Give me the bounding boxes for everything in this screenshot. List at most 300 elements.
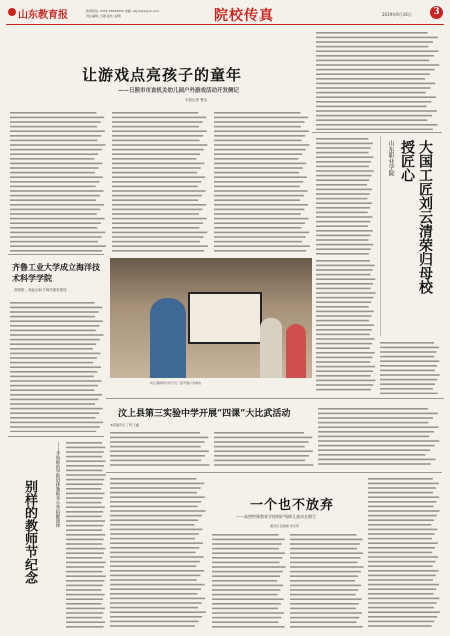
text-line <box>110 492 197 494</box>
bottom-text-col-3 <box>368 476 440 630</box>
text-line <box>368 533 435 535</box>
text-line <box>316 129 433 130</box>
text-line <box>10 190 104 192</box>
text-line <box>112 121 203 123</box>
text-line <box>66 479 104 481</box>
text-line <box>290 585 361 587</box>
text-line <box>10 121 101 123</box>
text-line <box>212 548 279 550</box>
text-line <box>290 534 357 536</box>
text-line <box>316 244 373 246</box>
text-line <box>368 538 432 540</box>
text-line <box>368 510 440 512</box>
text-line <box>10 149 102 151</box>
text-line <box>316 202 372 204</box>
text-line <box>214 236 306 238</box>
text-line <box>316 297 373 299</box>
bottom-left-text <box>110 476 206 630</box>
text-line <box>290 621 356 623</box>
text-line <box>318 422 429 424</box>
text-line <box>214 144 309 146</box>
text-line <box>318 449 430 451</box>
text-line <box>66 585 103 587</box>
text-line <box>66 566 104 568</box>
text-line <box>110 478 196 480</box>
text-line <box>214 250 306 252</box>
text-line <box>316 119 427 121</box>
text-line <box>212 566 286 568</box>
text-line <box>368 570 439 572</box>
text-line <box>368 588 436 590</box>
text-line <box>316 239 368 241</box>
left-article-text <box>10 300 104 432</box>
text-line <box>212 594 278 596</box>
text-line <box>368 616 437 618</box>
text-line <box>316 193 370 195</box>
text-line <box>66 621 105 623</box>
text-line <box>66 506 105 508</box>
text-line <box>316 315 371 317</box>
text-line <box>112 167 201 169</box>
text-line <box>66 562 106 564</box>
text-line <box>368 621 434 623</box>
text-line <box>112 213 199 215</box>
text-line <box>10 117 104 119</box>
text-line <box>10 140 98 142</box>
text-line <box>368 625 432 627</box>
text-line <box>212 589 280 591</box>
text-line <box>290 543 360 545</box>
text-lines <box>110 476 206 630</box>
text-line <box>290 617 359 619</box>
text-line <box>10 371 97 373</box>
text-line <box>112 190 206 192</box>
text-line <box>110 510 205 512</box>
text-line <box>380 360 439 362</box>
text-line <box>316 69 435 71</box>
text-line <box>318 459 435 461</box>
text-line <box>112 181 201 183</box>
photo-child-1 <box>260 318 282 378</box>
text-line <box>110 515 202 517</box>
text-line <box>316 189 372 191</box>
text-line <box>112 117 206 119</box>
text-line <box>212 608 278 610</box>
text-line <box>214 218 309 220</box>
text-line <box>290 589 358 591</box>
text-line <box>10 320 103 322</box>
text-line <box>316 389 371 391</box>
text-line <box>10 112 96 114</box>
text-line <box>10 380 102 382</box>
main-article-column-4 <box>316 136 374 256</box>
text-line <box>66 529 102 531</box>
text-line <box>112 186 198 188</box>
text-line <box>112 199 198 201</box>
text-line <box>10 353 100 355</box>
text-line <box>318 431 434 433</box>
text-line <box>316 274 370 276</box>
text-line <box>212 612 284 614</box>
text-line <box>66 617 102 619</box>
text-line <box>110 524 194 526</box>
mid-article-text-2 <box>214 430 314 468</box>
text-line <box>316 288 371 290</box>
text-line <box>112 153 200 155</box>
text-line <box>316 179 369 181</box>
text-line <box>110 483 204 485</box>
text-line <box>110 542 203 544</box>
text-line <box>316 115 432 117</box>
text-line <box>214 222 305 224</box>
text-lines <box>10 300 104 432</box>
text-line <box>368 542 438 544</box>
text-line <box>112 222 203 224</box>
text-line <box>66 534 105 536</box>
text-line <box>316 361 370 363</box>
main-headline: 让游戏点亮孩子的童年 <box>82 66 243 84</box>
text-line <box>66 612 103 614</box>
text-line <box>316 46 428 48</box>
text-line <box>110 519 198 521</box>
left-vertical-subhead: ——齐鲁师范学院退休教师李小华捐献遗体 <box>55 442 60 528</box>
text-line <box>10 227 97 229</box>
text-line <box>368 602 437 604</box>
text-line <box>110 460 201 462</box>
text-line <box>66 552 104 554</box>
text-line <box>368 524 431 526</box>
text-line <box>290 612 362 614</box>
text-line <box>212 603 281 605</box>
text-line <box>212 534 279 536</box>
text-line <box>318 436 429 438</box>
text-line <box>10 343 96 345</box>
text-line <box>316 96 436 98</box>
text-line <box>10 209 100 211</box>
text-line <box>112 126 199 128</box>
photo-caption: 幼儿园教师与孩子们一起开展户外游戏 <box>150 381 202 385</box>
text-line <box>66 488 101 490</box>
text-line <box>10 362 93 364</box>
text-line <box>112 236 204 238</box>
text-line <box>214 209 304 211</box>
text-line <box>214 167 303 169</box>
text-line <box>368 552 432 554</box>
text-line <box>380 356 434 358</box>
text-line <box>110 607 198 609</box>
text-line <box>316 198 367 200</box>
text-line <box>316 124 438 126</box>
text-line <box>110 584 205 586</box>
text-line <box>316 207 370 209</box>
text-line <box>10 399 99 401</box>
contact-line-1: 新闻热线: 0531-55555555 电邮: sdjyb@sdjyb.com <box>86 9 160 13</box>
text-line <box>66 543 102 545</box>
text-line <box>10 195 100 197</box>
divider-mid-article <box>106 398 444 399</box>
text-lines <box>112 110 208 252</box>
text-line <box>10 311 99 313</box>
text-line <box>368 556 438 558</box>
divider-right-vertical <box>380 136 381 336</box>
text-line <box>290 539 363 541</box>
text-line <box>214 130 309 132</box>
photo-teacher <box>150 298 186 378</box>
text-line <box>66 598 103 600</box>
right-vertical-subhead: 山东职业学院 <box>387 140 394 176</box>
text-line <box>316 152 369 154</box>
text-line <box>10 167 99 169</box>
masthead <box>8 6 442 26</box>
text-line <box>290 557 360 559</box>
text-line <box>316 175 371 177</box>
text-line <box>110 593 197 595</box>
photo-child-2 <box>286 324 306 378</box>
text-line <box>368 501 436 503</box>
text-line <box>112 144 207 146</box>
text-line <box>316 292 376 294</box>
text-lines <box>212 532 286 630</box>
divider-left-article <box>8 254 104 255</box>
text-line <box>214 176 307 178</box>
text-line <box>316 60 429 62</box>
section-title: 院校传真 <box>214 8 274 24</box>
text-line <box>318 413 438 415</box>
text-line <box>316 334 370 336</box>
text-line <box>110 487 201 489</box>
text-line <box>316 278 375 280</box>
text-line <box>66 470 102 472</box>
text-lines <box>10 110 106 252</box>
text-line <box>214 126 301 128</box>
text-line <box>316 92 426 94</box>
text-line <box>10 348 93 350</box>
text-line <box>290 580 355 582</box>
text-line <box>368 547 435 549</box>
text-line <box>66 460 106 462</box>
text-line <box>316 170 374 172</box>
text-line <box>66 497 103 499</box>
text-lines <box>290 532 364 630</box>
text-line <box>214 186 300 188</box>
text-line <box>316 143 373 145</box>
text-line <box>316 301 371 303</box>
right-vertical-headline: 大国工匠刘云清荣归母校授匠心 <box>399 140 433 294</box>
main-subhead: ——日照市市直机关幼儿园户外游戏活动开发侧记 <box>118 88 240 94</box>
text-line <box>112 209 202 211</box>
divider-left-vertical <box>8 436 104 437</box>
masthead-rule <box>6 24 444 25</box>
text-line <box>316 41 433 43</box>
text-line <box>380 388 433 390</box>
text-line <box>316 212 368 214</box>
text-line <box>368 483 439 485</box>
text-line <box>316 221 370 223</box>
text-line <box>214 460 305 462</box>
text-line <box>214 199 300 201</box>
text-line <box>110 565 196 567</box>
text-line <box>316 101 431 103</box>
text-line <box>110 446 201 448</box>
text-line <box>110 547 199 549</box>
text-line <box>10 426 100 428</box>
contact-line-2: 责任编辑: 王敏 版式: 赵明 <box>86 14 121 18</box>
text-line <box>214 117 308 119</box>
text-line <box>214 158 298 160</box>
text-line <box>10 126 97 128</box>
text-line <box>10 236 102 238</box>
text-line <box>316 37 438 39</box>
text-line <box>112 130 207 132</box>
text-line <box>66 451 104 453</box>
text-line <box>212 552 285 554</box>
mid-article-byline: 本报通讯员 丁辉 王鑫 <box>110 423 139 427</box>
divider-top-right <box>312 132 442 133</box>
text-line <box>10 366 101 368</box>
text-line <box>290 626 363 628</box>
text-lines <box>214 430 314 468</box>
text-line <box>212 575 280 577</box>
text-line <box>316 283 373 285</box>
main-byline: 本报记者 曹洁 <box>185 98 208 102</box>
mid-article-text-1 <box>110 430 210 468</box>
text-line <box>110 570 204 572</box>
text-line <box>316 55 434 57</box>
text-line <box>214 464 313 466</box>
text-line <box>316 184 367 186</box>
text-line <box>368 598 439 600</box>
text-line <box>368 492 433 494</box>
text-lines <box>316 30 440 130</box>
text-line <box>110 602 202 604</box>
text-line <box>316 147 371 149</box>
text-line <box>214 112 300 114</box>
text-line <box>212 571 283 573</box>
text-line <box>112 241 200 243</box>
text-line <box>368 496 439 498</box>
text-line <box>316 225 368 227</box>
text-line <box>112 245 208 247</box>
text-line <box>290 594 356 596</box>
text-line <box>316 248 371 250</box>
text-line <box>214 441 308 443</box>
text-line <box>66 589 101 591</box>
text-line <box>212 626 285 628</box>
text-line <box>214 195 304 197</box>
text-line <box>110 588 201 590</box>
text-line <box>110 455 205 457</box>
text-line <box>316 161 371 163</box>
text-line <box>316 269 373 271</box>
text-line <box>112 158 196 160</box>
text-line <box>316 375 371 377</box>
text-lines <box>318 406 440 468</box>
text-line <box>290 603 359 605</box>
text-line <box>110 432 200 434</box>
mid-article-text-3 <box>318 406 440 468</box>
left-article-headline: 齐鲁工业大学成立海洋技术科学学院 <box>12 262 100 283</box>
text-line <box>368 515 437 517</box>
text-line <box>110 533 199 535</box>
text-line <box>10 357 97 359</box>
text-line <box>318 408 428 410</box>
text-line <box>318 463 431 465</box>
text-line <box>10 431 96 432</box>
text-line <box>214 204 308 206</box>
text-line <box>110 598 205 600</box>
text-line <box>214 153 302 155</box>
text-line <box>368 478 433 480</box>
text-line <box>318 440 439 442</box>
text-line <box>10 330 96 332</box>
text-line <box>212 585 283 587</box>
text-line <box>316 106 427 108</box>
text-line <box>10 186 96 188</box>
bottom-text-col-1 <box>212 532 286 630</box>
left-vertical-text <box>66 440 106 630</box>
text-line <box>10 163 102 165</box>
text-line <box>214 172 299 174</box>
text-line <box>316 253 369 255</box>
text-line <box>10 130 105 132</box>
logo-seal-icon <box>8 8 16 16</box>
text-line <box>316 357 373 359</box>
text-line <box>316 230 373 232</box>
text-line <box>316 156 373 158</box>
text-line <box>110 506 198 508</box>
text-line <box>66 575 106 577</box>
text-line <box>66 548 105 550</box>
text-line <box>212 621 278 623</box>
text-line <box>318 426 439 428</box>
text-line <box>110 464 209 466</box>
text-line <box>112 163 204 165</box>
text-line <box>10 213 97 215</box>
text-line <box>10 394 102 396</box>
text-line <box>316 110 437 112</box>
text-line <box>316 50 439 52</box>
text-line <box>212 539 285 541</box>
text-line <box>10 245 106 247</box>
text-line <box>110 538 195 540</box>
text-line <box>66 447 105 449</box>
text-line <box>214 135 305 137</box>
text-line <box>290 571 361 573</box>
photo-frame-board <box>188 292 262 344</box>
right-lower-text-1 <box>316 258 376 394</box>
text-lines <box>316 258 376 394</box>
text-line <box>110 437 208 439</box>
text-line <box>10 144 105 146</box>
text-line <box>214 232 309 234</box>
text-line <box>66 493 104 495</box>
main-article-column-3 <box>214 110 310 252</box>
text-line <box>10 422 103 424</box>
text-line <box>66 511 103 513</box>
text-line <box>110 625 195 627</box>
text-line <box>10 403 95 405</box>
text-line <box>112 195 202 197</box>
text-line <box>316 83 435 85</box>
text-line <box>290 608 356 610</box>
text-line <box>110 501 201 503</box>
text-line <box>10 181 99 183</box>
main-article-column-2 <box>112 110 208 252</box>
text-line <box>316 73 430 75</box>
text-line <box>66 557 102 559</box>
text-line <box>380 370 435 372</box>
text-line <box>66 571 103 573</box>
